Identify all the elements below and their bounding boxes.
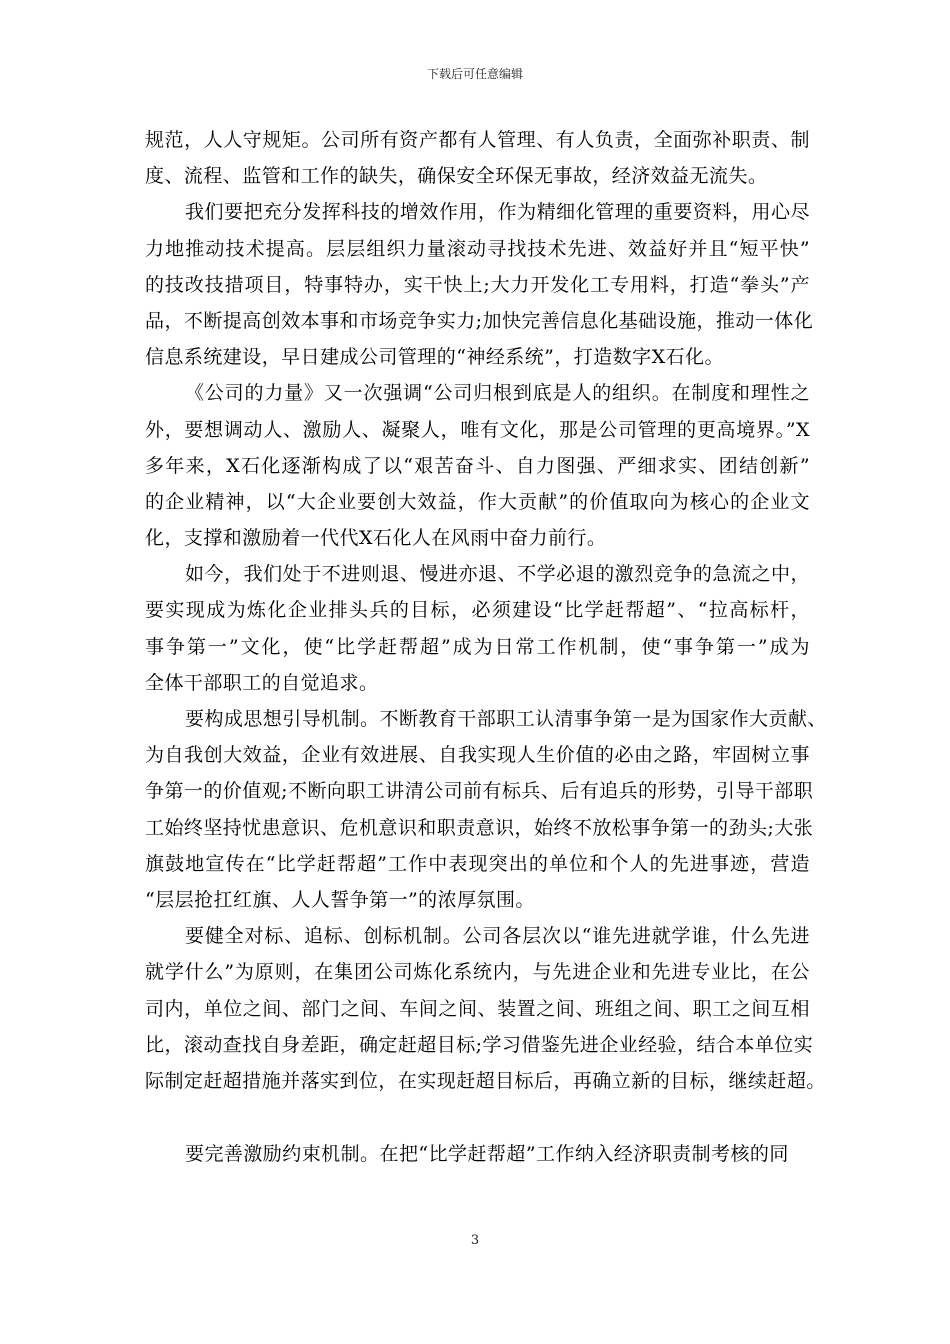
text-line: 我们要把充分发挥科技的增效作用，作为精细化管理的重要资料，用心尽 bbox=[185, 201, 810, 224]
paragraph bbox=[145, 1136, 810, 1172]
text-line: 事争第一”文化，使“比学赶帮超”成为日常工作机制，使“事争第一”成为 bbox=[145, 635, 810, 658]
paragraph bbox=[145, 375, 810, 556]
text-line: 力地推动技术提高。层层组织力量滚动寻找技术先进、效益好并且“短平快” bbox=[145, 237, 810, 260]
text-line: 要构成思想引导机制。不断教育干部职工认清事争第一是为国家作大贡献、 bbox=[185, 708, 827, 730]
text-line: 要完善激励约束机制。在把“比学赶帮超”工作纳入经济职责制考核的同 bbox=[185, 1143, 789, 1166]
text-line: 际制定赶超措施并落实到位，在实现赶超目标后，再确立新的目标，继续赶超。 bbox=[145, 1069, 826, 1092]
text-line: 比，滚动查找自身差距，确定赶超目标;学习借鉴先进企业经验，结合本单位实 bbox=[145, 1033, 814, 1056]
paragraph bbox=[145, 701, 827, 918]
text-line: 化，支撑和激励着一代代X石化人在风雨中奋力前行。 bbox=[145, 527, 607, 550]
text-line: 的技改技措项目，特事特办，实干快上;大力开发化工专用料，打造“拳头”产 bbox=[145, 273, 810, 296]
text-line: 如今，我们处于不进则退、慢进亦退、不学必退的激烈竞争的急流之中， bbox=[185, 563, 810, 586]
text-line: 全体干部职工的自觉追求。 bbox=[145, 671, 379, 694]
page-header-note: 下载后可任意编辑 bbox=[426, 67, 523, 81]
text-line: 外，要想调动人、激励人、凝聚人，唯有文化，那是公司管理的更高境界。”X bbox=[145, 418, 810, 441]
paragraph-spacer bbox=[145, 1099, 810, 1136]
text-line: 的企业精神，以“大企业要创大效益，作大贡献”的价值取向为核心的企业文 bbox=[145, 490, 810, 513]
paragraph bbox=[145, 194, 814, 375]
text-line: 信息系统建设，早日建成公司管理的“神经系统”，打造数字X石化。 bbox=[145, 346, 724, 369]
paragraph bbox=[145, 918, 826, 1099]
paragraph bbox=[145, 122, 810, 194]
text-line: 要实现成为炼化企业排头兵的目标，必须建设“比学赶帮超”、“拉高标杆， bbox=[145, 599, 810, 622]
body-text bbox=[145, 122, 827, 1172]
text-line: “层层抢扛红旗、人人誓争第一”的浓厚氛围。 bbox=[145, 888, 535, 911]
text-line: 司内，单位之间、部门之间、车间之间、装置之间、班组之间、职工之间互相 bbox=[145, 997, 810, 1020]
text-line: 《公司的力量》又一次强调“公司归根到底是人的组织。在制度和理性之 bbox=[185, 382, 810, 405]
paragraph bbox=[145, 556, 810, 701]
page-number: 3 bbox=[470, 1233, 480, 1248]
text-line: 旗鼓地宣传在“比学赶帮超”工作中表现突出的单位和个人的先进事迹，营造 bbox=[145, 852, 810, 875]
text-line: 规范，人人守规矩。公司所有资产都有人管理、有人负责，全面弥补职责、制 bbox=[145, 129, 810, 151]
text-line: 争第一的价值观;不断向职工讲清公司前有标兵、后有追兵的形势，引导干部职 bbox=[145, 780, 814, 803]
text-line: 工始终坚持忧患意识、危机意识和职责意识，始终不放松事争第一的劲头;大张 bbox=[145, 816, 814, 839]
text-line: 要健全对标、追标、创标机制。公司各层次以“谁先进就学谁，什么先进 bbox=[185, 925, 810, 948]
text-line: 就学什么”为原则，在集团公司炼化系统内，与先进企业和先进专业比，在公 bbox=[145, 961, 810, 984]
text-line: 度、流程、监管和工作的缺失，确保安全环保无事故，经济效益无流失。 bbox=[145, 165, 768, 188]
text-line: 品，不断提高创效本事和市场竞争实力;加快完善信息化基础设施，推动一体化 bbox=[145, 309, 814, 332]
text-line: 多年来，X石化逐渐构成了以“艰苦奋斗、自力图强、严细求实、团结创新” bbox=[145, 454, 810, 477]
text-line: 为自我创大效益，企业有效进展、自我实现人生价值的必由之路，牢固树立事 bbox=[145, 744, 810, 767]
